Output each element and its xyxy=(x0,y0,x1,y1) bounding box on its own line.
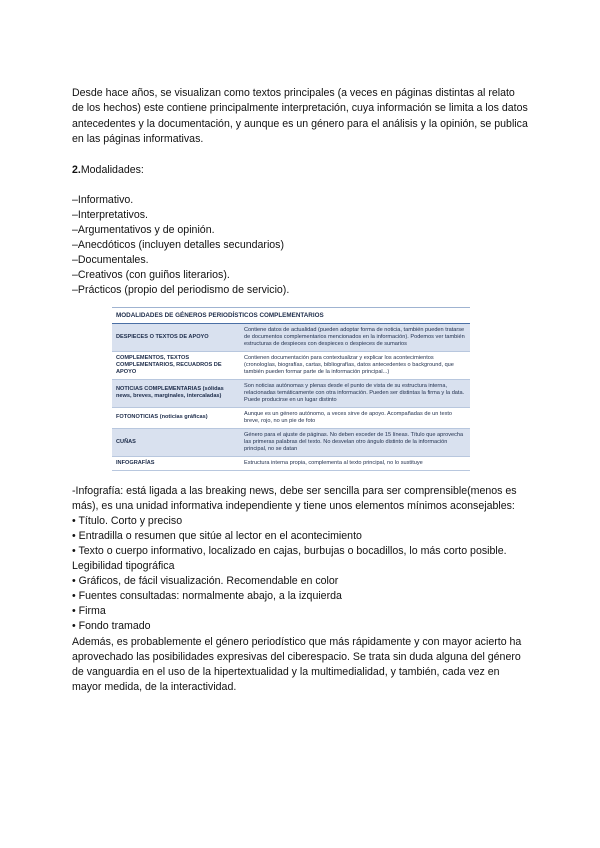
genres-table xyxy=(112,307,470,471)
row-description: Contiene datos de actualidad (pueden adoptar forma de noticia, también pueden tratarse de documentos complementarios mencionados en la información). Podemos ver también estructuras de despieces con despieces o despieces de sumarios xyxy=(240,323,470,351)
bullet-item: • Fondo tramado xyxy=(72,620,151,633)
dash-marker: – xyxy=(72,283,78,296)
row-label: DESPIECES O TEXTOS DE APOYO xyxy=(112,323,240,351)
table-row xyxy=(112,407,470,428)
table-title: MODALIDADES DE GÉNEROS PERIODÍSTICOS COMPLEMENTARIOS xyxy=(112,307,470,323)
row-label: FOTONOTICIAS (noticias gráficas) xyxy=(112,407,240,428)
row-description: Contienen documentación para contextualizar y explicar los acontecimientos (cronologías, biografías, cartas, bibliografías, datos antecedentes o background, que también pueden formar parte de la información principal...) xyxy=(240,351,470,379)
list-item: –Creativos (con guiños literarios). xyxy=(72,268,230,281)
infographic-section xyxy=(72,484,528,695)
table-row xyxy=(112,456,470,470)
list-item: –Prácticos (propio del periodismo de servicio). xyxy=(72,283,290,296)
bullet-item: • Entradilla o resumen que sitúe al lector en el acontecimiento xyxy=(72,529,362,542)
bullet-item: • Firma xyxy=(72,605,106,618)
dash-marker: – xyxy=(72,223,78,236)
list-item: –Documentales. xyxy=(72,253,149,266)
dash-marker: – xyxy=(72,268,78,281)
bullet-item: • Texto o cuerpo informativo, localizado en cajas, burbujas o bocadillos, lo más corto posible. Legibilidad tipográfica xyxy=(72,545,507,573)
row-label: INFOGRAFÍAS xyxy=(112,456,240,470)
row-description: Aunque es un género autónomo, a veces sirve de apoyo. Acompañadas de un texto breve, rojo, no un pie de foto xyxy=(240,407,470,428)
list-item: –Anecdóticos (incluyen detalles secundarios) xyxy=(72,238,285,251)
dash-marker: – xyxy=(72,238,78,251)
dash-marker: – xyxy=(72,208,78,221)
bullet-item: • Gráficos, de fácil visualización. Recomendable en color xyxy=(72,575,339,588)
section-number: 2. xyxy=(72,163,81,176)
section-heading xyxy=(72,163,528,178)
bullet-item: • Título. Corto y preciso xyxy=(72,514,183,527)
dash-marker: – xyxy=(72,193,78,206)
table-row xyxy=(112,323,470,351)
bullet-item: • Fuentes consultadas: normalmente abajo, a la izquierda xyxy=(72,590,342,603)
table-row xyxy=(112,351,470,379)
document-page xyxy=(72,86,528,695)
table-row xyxy=(112,428,470,456)
paragraph: Además, es probablemente el género periodístico que más rápidamente y con mayor acierto ha aprovechado las posibilidades expresivas del ciberespacio. Se trata sin duda alguna del género de vanguardia en el uso de la hipertextualidad y la multimedialidad, y también, cada vez en mayor medida, de la interactividad. xyxy=(72,635,522,693)
section-title: Modalidades: xyxy=(80,163,144,176)
row-label: CUÑAS xyxy=(112,428,240,456)
row-label: NOTICIAS COMPLEMENTARIAS (sólidas news, breves, marginales, intercaladas) xyxy=(112,379,240,407)
paragraph: -Infografía: está ligada a las breaking news, debe ser sencilla para ser comprensible(menos es más), es una unidad informativa independiente y tiene unos elementos mínimos aconsejables: xyxy=(72,484,517,512)
list-item: –Informativo. xyxy=(72,193,134,206)
row-label: COMPLEMENTOS, TEXTOS COMPLEMENTARIOS, RECUADROS DE APOYO xyxy=(112,351,240,379)
dash-marker: – xyxy=(72,253,78,266)
modalities-list xyxy=(72,193,528,298)
row-description: Son noticias autónomas y plenas desde el punto de vista de su estructura interna, relacionadas temáticamente con otra información. Pueden ser distintas la firma y la data. Puede producirse en un lugar distinto xyxy=(240,379,470,407)
row-description: Estructura interna propia, complementa al texto principal, no lo sustituye xyxy=(240,456,470,470)
list-item: –Argumentativos y de opinión. xyxy=(72,223,215,236)
intro-paragraph: Desde hace años, se visualizan como textos principales (a veces en páginas distintas al relato de los hechos) este contiene principalmente interpretación, cuya información se limita a los datos antecedentes y la documentación, y aunque es un género para el análisis y la opinión, se publica en las páginas informativas. xyxy=(72,87,528,146)
list-item: –Interpretativos. xyxy=(72,208,148,221)
row-description: Género para el ajuste de páginas. No deben exceder de 15 líneas. Título que aprovecha las primeras palabras del texto. No desvelan otro ángulo distinto de la información principal, no se datan xyxy=(240,428,470,456)
table-row xyxy=(112,379,470,407)
